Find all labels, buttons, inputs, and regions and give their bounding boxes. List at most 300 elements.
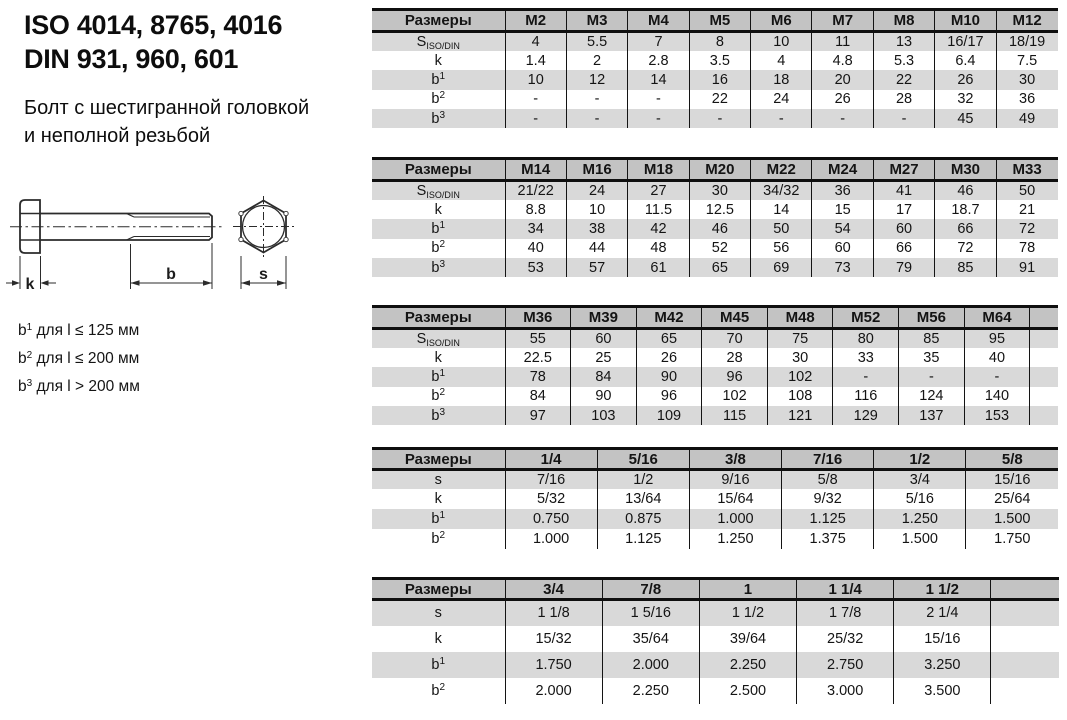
note-b3-sup: 3 [26, 378, 33, 389]
column-header: 5/8 [966, 449, 1058, 470]
row-label [372, 239, 505, 258]
value-cell: 18.7 [935, 200, 996, 219]
value-cell: 25/32 [797, 626, 894, 652]
column-header: M2 [505, 10, 566, 32]
row-label-superscript: 2 [439, 239, 446, 251]
row-label-superscript: 1 [439, 509, 446, 521]
row-label [372, 626, 505, 652]
value-cell: 13 [873, 32, 934, 51]
value-cell: 1.250 [874, 509, 966, 529]
column-header: M42 [636, 307, 702, 329]
note-b3-text: для l > 200 мм [32, 378, 140, 395]
value-cell: 5.5 [566, 32, 627, 51]
row-label-base: S [416, 330, 427, 347]
row-label-base: b [431, 682, 440, 699]
value-cell: 25/64 [966, 489, 1058, 509]
value-cell: 41 [873, 181, 934, 200]
value-cell: 2.500 [699, 678, 796, 704]
value-cell: 108 [767, 387, 833, 406]
value-cell: 39/64 [699, 626, 796, 652]
column-header: M12 [996, 10, 1057, 32]
value-cell: - [833, 367, 899, 386]
row-label-superscript: 2 [439, 681, 446, 693]
value-cell: 137 [899, 406, 965, 425]
column-header: M16 [566, 159, 627, 181]
value-cell: 73 [812, 258, 873, 277]
value-cell: 2.250 [602, 678, 699, 704]
value-cell: 84 [571, 367, 637, 386]
b-arrow-left [131, 280, 140, 286]
bolt-description [24, 94, 309, 150]
value-cell: 84 [505, 387, 571, 406]
value-cell: 2 1/4 [894, 600, 991, 626]
thread-length-notes [18, 318, 140, 402]
value-cell: 0.750 [505, 509, 597, 529]
value-cell: 6.4 [935, 51, 996, 70]
row-label [372, 367, 505, 386]
value-cell: 5.3 [873, 51, 934, 70]
value-cell: 8.8 [505, 200, 566, 219]
value-cell: - [505, 109, 566, 128]
value-cell: 18 [751, 70, 812, 89]
table-corner-header: Размеры [372, 307, 505, 329]
value-cell: 90 [636, 367, 702, 386]
value-cell: 9/16 [689, 470, 781, 490]
value-cell: 12 [566, 70, 627, 89]
value-cell: - [566, 109, 627, 128]
value-cell: 5/16 [874, 489, 966, 509]
row-label-superscript: 1 [439, 70, 446, 82]
row-label-base: k [434, 52, 442, 69]
row-label-superscript: 1 [439, 367, 446, 379]
value-cell: 7 [628, 32, 689, 51]
column-header: M45 [702, 307, 768, 329]
b-arrow-right [203, 280, 212, 286]
row-label-base: b [431, 407, 440, 424]
row-label [372, 70, 505, 89]
value-cell: - [751, 109, 812, 128]
column-header: 7/8 [602, 579, 699, 600]
value-cell: 95 [964, 329, 1030, 348]
dimension-table-inch-quarter-to-fiveeighths [372, 447, 1058, 549]
row-label-base: b [431, 220, 440, 237]
value-cell: 30 [689, 181, 750, 200]
value-cell: 3.500 [894, 678, 991, 704]
note-b2 [18, 346, 140, 374]
column-header: M8 [873, 10, 934, 32]
value-cell: 24 [751, 90, 812, 109]
row-label [372, 109, 505, 128]
value-cell: - [689, 109, 750, 128]
value-cell: 65 [689, 258, 750, 277]
value-cell: 85 [935, 258, 996, 277]
column-header: M3 [566, 10, 627, 32]
value-cell: 44 [566, 239, 627, 258]
column-header: 5/16 [597, 449, 689, 470]
empty-cell [1030, 387, 1058, 406]
value-cell: 3.250 [894, 652, 991, 678]
column-header: M10 [935, 10, 996, 32]
hex-corner-arc-tr [284, 211, 288, 215]
value-cell: 22.5 [505, 348, 571, 367]
column-header: 1 1/4 [797, 579, 894, 600]
value-cell: 1 5/16 [602, 600, 699, 626]
empty-cell [991, 678, 1059, 704]
row-label-base: b [431, 530, 440, 547]
value-cell: - [812, 109, 873, 128]
column-header: M27 [873, 159, 934, 181]
value-cell: 4 [505, 32, 566, 51]
row-label [372, 529, 505, 549]
value-cell: 14 [751, 200, 812, 219]
column-header: M22 [751, 159, 812, 181]
row-label [372, 90, 505, 109]
value-cell: 26 [812, 90, 873, 109]
value-cell: 1 1/8 [505, 600, 602, 626]
value-cell: 53 [505, 258, 566, 277]
value-cell: 48 [628, 239, 689, 258]
value-cell: 5/32 [505, 489, 597, 509]
value-cell: 46 [689, 219, 750, 238]
row-label-base: b [431, 259, 440, 276]
value-cell: - [628, 109, 689, 128]
column-header: M36 [505, 307, 571, 329]
value-cell: 34/32 [751, 181, 812, 200]
standards-title [24, 8, 282, 76]
value-cell: - [873, 109, 934, 128]
hex-corner-arc-br [284, 237, 288, 241]
row-label [372, 387, 505, 406]
column-header: M18 [628, 159, 689, 181]
column-header: M30 [935, 159, 996, 181]
value-cell: 32 [935, 90, 996, 109]
value-cell: 3/4 [874, 470, 966, 490]
column-header: M5 [689, 10, 750, 32]
value-cell: 7/16 [505, 470, 597, 490]
column-header: M7 [812, 10, 873, 32]
row-label-superscript: 2 [439, 387, 446, 399]
value-cell: 33 [833, 348, 899, 367]
s-arrow-left [241, 280, 250, 286]
value-cell: 24 [566, 181, 627, 200]
row-label-base: s [434, 472, 442, 489]
column-header: 1 [699, 579, 796, 600]
value-cell: 36 [996, 90, 1057, 109]
value-cell: 57 [566, 258, 627, 277]
column-header: M24 [812, 159, 873, 181]
value-cell: 36 [812, 181, 873, 200]
row-label-base: b [431, 510, 440, 527]
value-cell: 61 [628, 258, 689, 277]
value-cell: 66 [873, 239, 934, 258]
value-cell: 26 [935, 70, 996, 89]
value-cell: 40 [964, 348, 1030, 367]
value-cell: 129 [833, 406, 899, 425]
column-header: 1/2 [874, 449, 966, 470]
value-cell: 60 [873, 219, 934, 238]
empty-cell [991, 652, 1059, 678]
value-cell: 2.250 [699, 652, 796, 678]
table-corner-header: Размеры [372, 159, 505, 181]
value-cell: 1.125 [597, 529, 689, 549]
value-cell: - [964, 367, 1030, 386]
value-cell: 4.8 [812, 51, 873, 70]
dimension-table-metric-m36-m64 [372, 305, 1058, 425]
value-cell: 1.500 [874, 529, 966, 549]
value-cell: - [566, 90, 627, 109]
value-cell: 1 7/8 [797, 600, 894, 626]
value-cell: 30 [996, 70, 1057, 89]
value-cell: 52 [689, 239, 750, 258]
row-label-base: s [434, 605, 442, 622]
value-cell: 1.4 [505, 51, 566, 70]
note-b1 [18, 318, 140, 346]
value-cell: 5/8 [782, 470, 874, 490]
empty-cell [991, 626, 1059, 652]
column-header: M20 [689, 159, 750, 181]
row-label-base: S [416, 33, 427, 50]
value-cell: 70 [702, 329, 768, 348]
value-cell: 91 [996, 258, 1057, 277]
row-label-superscript: 2 [439, 529, 446, 541]
value-cell: 22 [873, 70, 934, 89]
value-cell: 21 [996, 200, 1057, 219]
row-label [372, 51, 505, 70]
row-label [372, 181, 505, 200]
note-b1-base: b [18, 322, 27, 339]
value-cell: 18/19 [996, 32, 1057, 51]
empty-cell [1030, 348, 1058, 367]
value-cell: 109 [636, 406, 702, 425]
value-cell: - [899, 367, 965, 386]
value-cell: 79 [873, 258, 934, 277]
value-cell: 116 [833, 387, 899, 406]
row-label-base: b [431, 656, 440, 673]
value-cell: 27 [628, 181, 689, 200]
value-cell: 35/64 [602, 626, 699, 652]
row-label-base: k [434, 349, 442, 366]
value-cell: 56 [751, 239, 812, 258]
value-cell: 78 [996, 239, 1057, 258]
value-cell: 10 [751, 32, 812, 51]
value-cell: 21/22 [505, 181, 566, 200]
value-cell: 25 [571, 348, 637, 367]
value-cell: 4 [751, 51, 812, 70]
value-cell: 14 [628, 70, 689, 89]
row-label-base: k [434, 630, 442, 647]
value-cell: 115 [702, 406, 768, 425]
value-cell: 54 [812, 219, 873, 238]
value-cell: 3.5 [689, 51, 750, 70]
row-label-base: S [416, 182, 427, 199]
value-cell: 16 [689, 70, 750, 89]
value-cell: 1.750 [966, 529, 1058, 549]
value-cell: 1 1/2 [699, 600, 796, 626]
value-cell: 10 [566, 200, 627, 219]
k-dimension-label: k [25, 276, 35, 293]
value-cell: 12.5 [689, 200, 750, 219]
value-cell: 35 [899, 348, 965, 367]
value-cell: 153 [964, 406, 1030, 425]
value-cell: 42 [628, 219, 689, 238]
iso-standards-line: ISO 4014, 8765, 4016 [24, 10, 283, 40]
row-label-superscript: 3 [439, 406, 446, 418]
row-label [372, 348, 505, 367]
row-label [372, 406, 505, 425]
value-cell: 2.750 [797, 652, 894, 678]
value-cell: 45 [935, 109, 996, 128]
value-cell: 85 [899, 329, 965, 348]
value-cell: 69 [751, 258, 812, 277]
empty-cell [1030, 367, 1058, 386]
note-b3-base: b [18, 378, 27, 395]
value-cell: 10 [505, 70, 566, 89]
note-b1-text: для l ≤ 125 мм [32, 322, 140, 339]
table-corner-header: Размеры [372, 449, 505, 470]
value-cell: 9/32 [782, 489, 874, 509]
value-cell: 102 [702, 387, 768, 406]
value-cell: 3.000 [797, 678, 894, 704]
row-label [372, 200, 505, 219]
row-label [372, 470, 505, 490]
value-cell: 1.500 [966, 509, 1058, 529]
value-cell: 0.875 [597, 509, 689, 529]
row-label-base: b [431, 71, 440, 88]
value-cell: 1.125 [782, 509, 874, 529]
dimension-table-metric-m2-m12 [372, 8, 1058, 128]
column-header: 1 1/2 [894, 579, 991, 600]
row-label-base: b [431, 110, 440, 127]
value-cell: 60 [571, 329, 637, 348]
value-cell: 96 [702, 367, 768, 386]
value-cell: 49 [996, 109, 1057, 128]
value-cell: 16/17 [935, 32, 996, 51]
value-cell: 65 [636, 329, 702, 348]
value-cell: 2.000 [505, 678, 602, 704]
value-cell: 121 [767, 406, 833, 425]
column-header: M48 [767, 307, 833, 329]
row-label [372, 258, 505, 277]
s-dimension-label: s [259, 266, 268, 283]
column-header: M39 [571, 307, 637, 329]
value-cell: 40 [505, 239, 566, 258]
dimension-table-inch-threequarters-to-oneandhalf [372, 577, 1059, 704]
value-cell: 2.000 [602, 652, 699, 678]
value-cell: 15/16 [894, 626, 991, 652]
value-cell: 26 [636, 348, 702, 367]
row-label-base: b [431, 240, 440, 257]
value-cell: 90 [571, 387, 637, 406]
value-cell: 15/32 [505, 626, 602, 652]
column-header: M6 [751, 10, 812, 32]
column-header: 3/4 [505, 579, 602, 600]
row-label-superscript: 1 [439, 655, 446, 667]
value-cell: 103 [571, 406, 637, 425]
value-cell: 78 [505, 367, 571, 386]
row-label-subscript: ISO/DIN [426, 41, 460, 51]
row-label-superscript: 2 [439, 90, 446, 102]
row-label-superscript: 1 [439, 219, 446, 231]
value-cell: 75 [767, 329, 833, 348]
value-cell: 2 [566, 51, 627, 70]
k-arrow-left [12, 280, 20, 286]
value-cell: 50 [751, 219, 812, 238]
row-label [372, 329, 505, 348]
value-cell: 28 [873, 90, 934, 109]
value-cell: 17 [873, 200, 934, 219]
note-b2-base: b [18, 350, 27, 367]
value-cell: 1.250 [689, 529, 781, 549]
value-cell: 72 [935, 239, 996, 258]
value-cell: 46 [935, 181, 996, 200]
row-label [372, 600, 505, 626]
value-cell: 15 [812, 200, 873, 219]
value-cell: 102 [767, 367, 833, 386]
k-arrow-right [41, 280, 49, 286]
empty-header-cell [1030, 307, 1058, 329]
row-label [372, 32, 505, 51]
value-cell: 30 [767, 348, 833, 367]
column-header: 7/16 [782, 449, 874, 470]
empty-cell [991, 600, 1059, 626]
bolt-description-line2: и неполной резьбой [24, 125, 211, 147]
column-header: M64 [964, 307, 1030, 329]
value-cell: 72 [996, 219, 1057, 238]
row-label-base: b [431, 368, 440, 385]
value-cell: 60 [812, 239, 873, 258]
value-cell: 97 [505, 406, 571, 425]
din-standards-line: DIN 931, 960, 601 [24, 44, 239, 74]
note-b1-sup: 1 [26, 322, 33, 333]
note-b2-text: для l ≤ 200 мм [32, 350, 140, 367]
value-cell: 2.8 [628, 51, 689, 70]
row-label-subscript: ISO/DIN [426, 338, 460, 348]
row-label-base: b [431, 388, 440, 405]
row-label [372, 509, 505, 529]
column-header: M33 [996, 159, 1057, 181]
column-header: M14 [505, 159, 566, 181]
value-cell: - [505, 90, 566, 109]
row-label-superscript: 3 [439, 109, 446, 121]
value-cell: - [628, 90, 689, 109]
hex-corner-arc-bl [239, 237, 243, 241]
column-header: M56 [899, 307, 965, 329]
value-cell: 1.375 [782, 529, 874, 549]
value-cell: 11.5 [628, 200, 689, 219]
value-cell: 7.5 [996, 51, 1057, 70]
value-cell: 8 [689, 32, 750, 51]
column-header: 3/8 [689, 449, 781, 470]
value-cell: 13/64 [597, 489, 689, 509]
row-label [372, 652, 505, 678]
table-corner-header: Размеры [372, 10, 505, 32]
column-header: 1/4 [505, 449, 597, 470]
value-cell: 66 [935, 219, 996, 238]
value-cell: 15/16 [966, 470, 1058, 490]
row-label-base: k [434, 491, 442, 508]
column-header: M4 [628, 10, 689, 32]
table-corner-header: Размеры [372, 579, 505, 600]
value-cell: 1/2 [597, 470, 689, 490]
value-cell: 11 [812, 32, 873, 51]
value-cell: 34 [505, 219, 566, 238]
value-cell: 22 [689, 90, 750, 109]
note-b3 [18, 374, 140, 402]
row-label-base: k [434, 201, 442, 218]
column-header: M52 [833, 307, 899, 329]
note-b2-sup: 2 [26, 350, 33, 361]
value-cell: 96 [636, 387, 702, 406]
